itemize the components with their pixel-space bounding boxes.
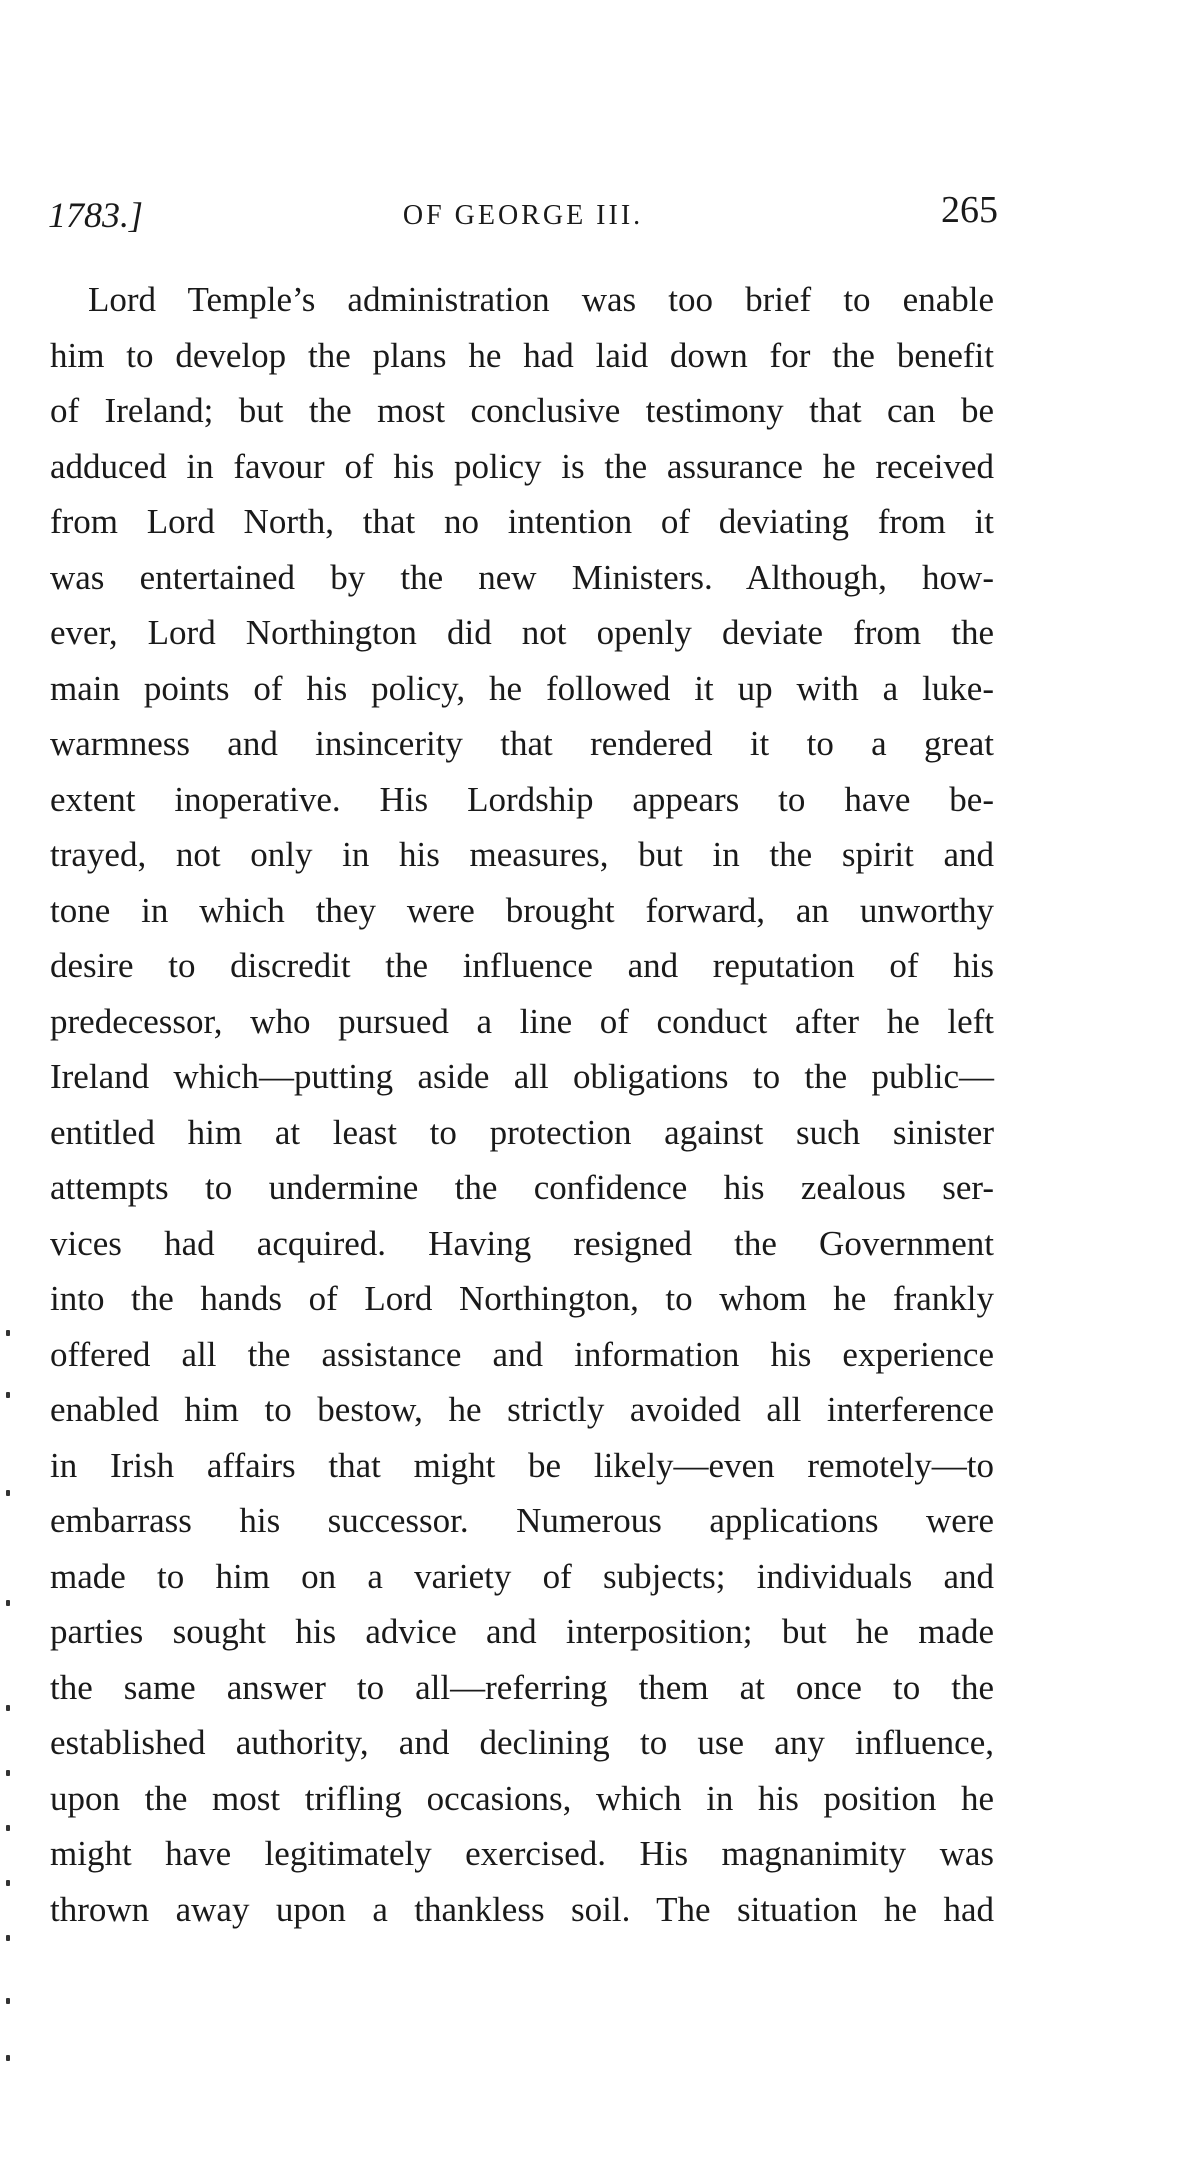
text-line: from Lord North, that no intention of deviating from it <box>50 502 994 541</box>
scan-speck <box>6 1330 10 1336</box>
text-line: might have legitimately exercised. His magnanimity was <box>50 1834 994 1873</box>
body-text <box>50 272 994 1937</box>
text-line: adduced in favour of his policy is the assurance he received <box>50 446 994 486</box>
text-line: entitled him at least to protection against such sinister <box>50 1112 994 1152</box>
scan-speck <box>6 1880 10 1886</box>
text-line: tone in which they were brought forward, an unworthy <box>50 890 994 930</box>
page-number: 265 <box>941 189 998 231</box>
scan-speck <box>6 1490 10 1496</box>
text-line: in Irish affairs that might be likely—even remotely—to <box>50 1445 994 1485</box>
text-line: desire to discredit the influence and reputation of his <box>50 946 994 985</box>
text-line: thrown away upon a thankless soil. The situation he had <box>50 1889 994 1929</box>
text-line: upon the most trifling occasions, which in his position he <box>50 1778 994 1818</box>
text-line: Lord Temple’s administration was too brief to enable <box>88 280 994 319</box>
text-line: predecessor, who pursued a line of conduct after he left <box>50 1001 994 1041</box>
scan-speck <box>6 1825 10 1831</box>
text-line: ever, Lord Northington did not openly deviate from the <box>50 613 994 652</box>
text-line: embarrass his successor. Numerous applications were <box>50 1501 994 1540</box>
text-line: vices had acquired. Having resigned the Government <box>50 1223 994 1263</box>
text-line: was entertained by the new Ministers. Although, how- <box>50 557 994 597</box>
text-line: trayed, not only in his measures, but in the spirit and <box>50 835 994 874</box>
text-line: parties sought his advice and interposition; but he made <box>50 1612 994 1651</box>
scan-speck <box>6 2055 10 2061</box>
scan-speck <box>6 1935 10 1941</box>
text-line: into the hands of Lord Northington, to whom he frankly <box>50 1279 994 1318</box>
scan-speck <box>6 1392 10 1398</box>
text-line: offered all the assistance and information his experience <box>50 1334 994 1374</box>
scan-speck <box>6 1770 10 1776</box>
running-head <box>48 188 998 238</box>
text-line: extent inoperative. His Lordship appears to have be- <box>50 779 994 819</box>
text-line: established authority, and declining to use any influence, <box>50 1723 994 1762</box>
text-line: enabled him to bestow, he strictly avoided all interference <box>50 1390 994 1429</box>
running-head-year: 1783.] <box>48 195 144 235</box>
scan-speck <box>6 1705 10 1711</box>
text-line: made to him on a variety of subjects; individuals and <box>50 1556 994 1596</box>
scan-speck <box>6 1998 10 2004</box>
text-line: the same answer to all—referring them at once to the <box>50 1667 994 1707</box>
running-head-title: OF GEORGE III. <box>402 200 644 231</box>
text-line: warmness and insincerity that rendered it to a great <box>50 724 994 763</box>
text-line: Ireland which—putting aside all obligations to the public— <box>50 1057 994 1096</box>
scan-margin-specks <box>6 1330 20 2070</box>
text-line: him to develop the plans he had laid down for the benefit <box>50 335 994 375</box>
text-line: attempts to undermine the confidence his zealous ser- <box>50 1168 994 1207</box>
text-line: main points of his policy, he followed it up with a luke- <box>50 668 994 708</box>
text-line: of Ireland; but the most conclusive testimony that can be <box>50 391 994 430</box>
scan-speck <box>6 1600 10 1606</box>
